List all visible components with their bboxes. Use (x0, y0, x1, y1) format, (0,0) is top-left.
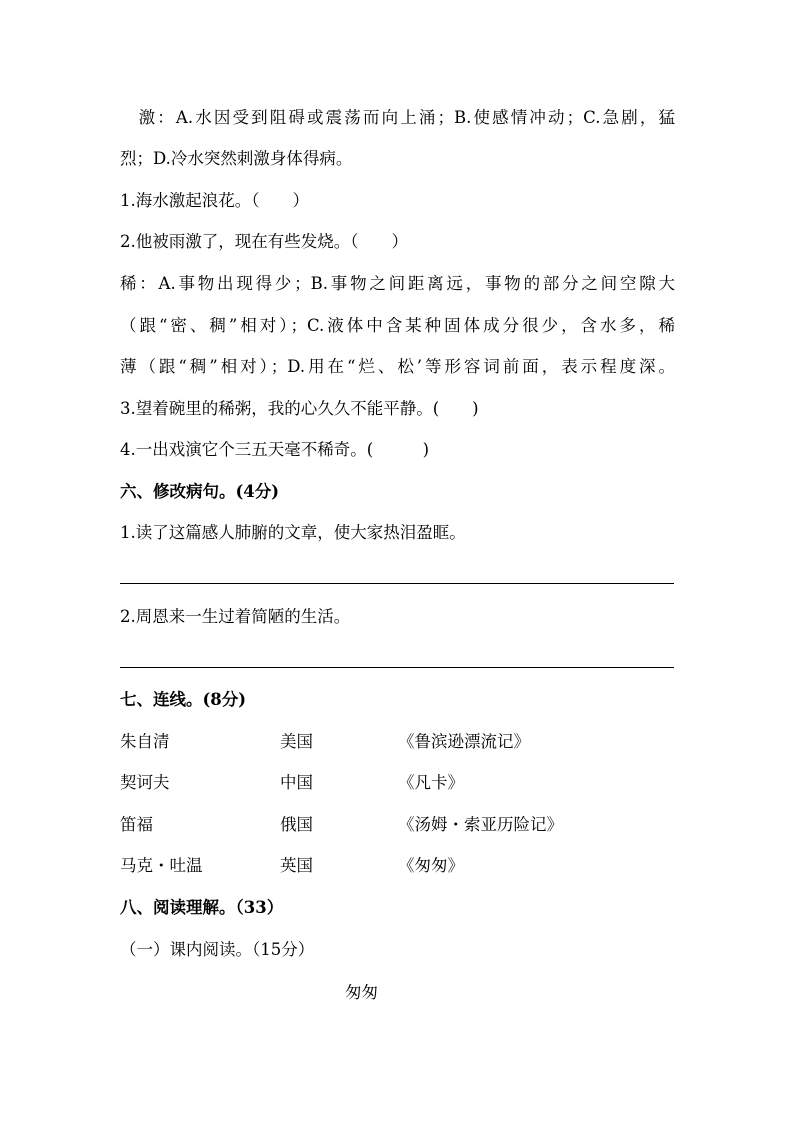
author-2: 契诃夫 (120, 773, 170, 792)
work-4: 《匆匆》 (398, 856, 464, 875)
faulty-sentence-1: 1.读了这篇感人肺腑的文章，使大家热泪盈眶。 (120, 523, 466, 542)
answer-line-2 (120, 667, 674, 668)
answer-line-1 (120, 583, 674, 584)
work-3: 《汤姆・索亚历险记》 (398, 815, 563, 834)
section-7-heading: 七、连线。(8分) (120, 690, 247, 709)
passage-title: 匆匆 (345, 983, 378, 1002)
country-3: 俄国 (280, 815, 313, 834)
xi-definition-line-3: 薄（跟“稠”相对）；D.用在“烂、松’等形容词前面，表示程度深。 (120, 357, 675, 376)
work-2: 《凡卡》 (398, 773, 464, 792)
subsection-1-heading: （一）课内阅读。（15分） (120, 940, 315, 959)
section-8-heading: 八、阅读理解。（33） (120, 898, 284, 917)
work-1: 《鲁滨逊漂流记》 (398, 732, 530, 751)
author-1: 朱自清 (120, 732, 170, 751)
question-2: 2.他被雨激了，现在有些发烧。（ ） (120, 232, 408, 251)
faulty-sentence-2: 2.周恩来一生过着简陋的生活。 (120, 607, 351, 626)
author-4: 马克・吐温 (120, 856, 203, 875)
country-2: 中国 (280, 773, 313, 792)
question-3: 3.望着碗里的稀粥，我的心久久不能平静。( ) (120, 399, 479, 418)
author-3: 笛福 (120, 815, 153, 834)
question-1: 1.海水激起浪花。（ ） (120, 191, 309, 210)
ji-definition-line-1: 激：A.水因受到阻碍或震荡而向上涌；B.使感情冲动；C.急剧，猛 (120, 108, 675, 127)
xi-definition-line-2: （跟“密、稠”相对）；C.液体中含某种固体成分很少，含水多，稀 (120, 316, 675, 335)
section-6-heading: 六、修改病句。(4分) (120, 482, 280, 501)
question-4: 4.一出戏演它个三五天毫不稀奇。( ) (120, 440, 430, 459)
xi-definition-line-1: 稀：A.事物出现得少；B.事物之间距离远，事物的部分之间空隙大 (120, 274, 675, 293)
ji-definition-line-2: 烈；D.冷水突然刺激身体得病。 (120, 149, 353, 168)
country-1: 美国 (280, 732, 313, 751)
country-4: 英国 (280, 856, 313, 875)
